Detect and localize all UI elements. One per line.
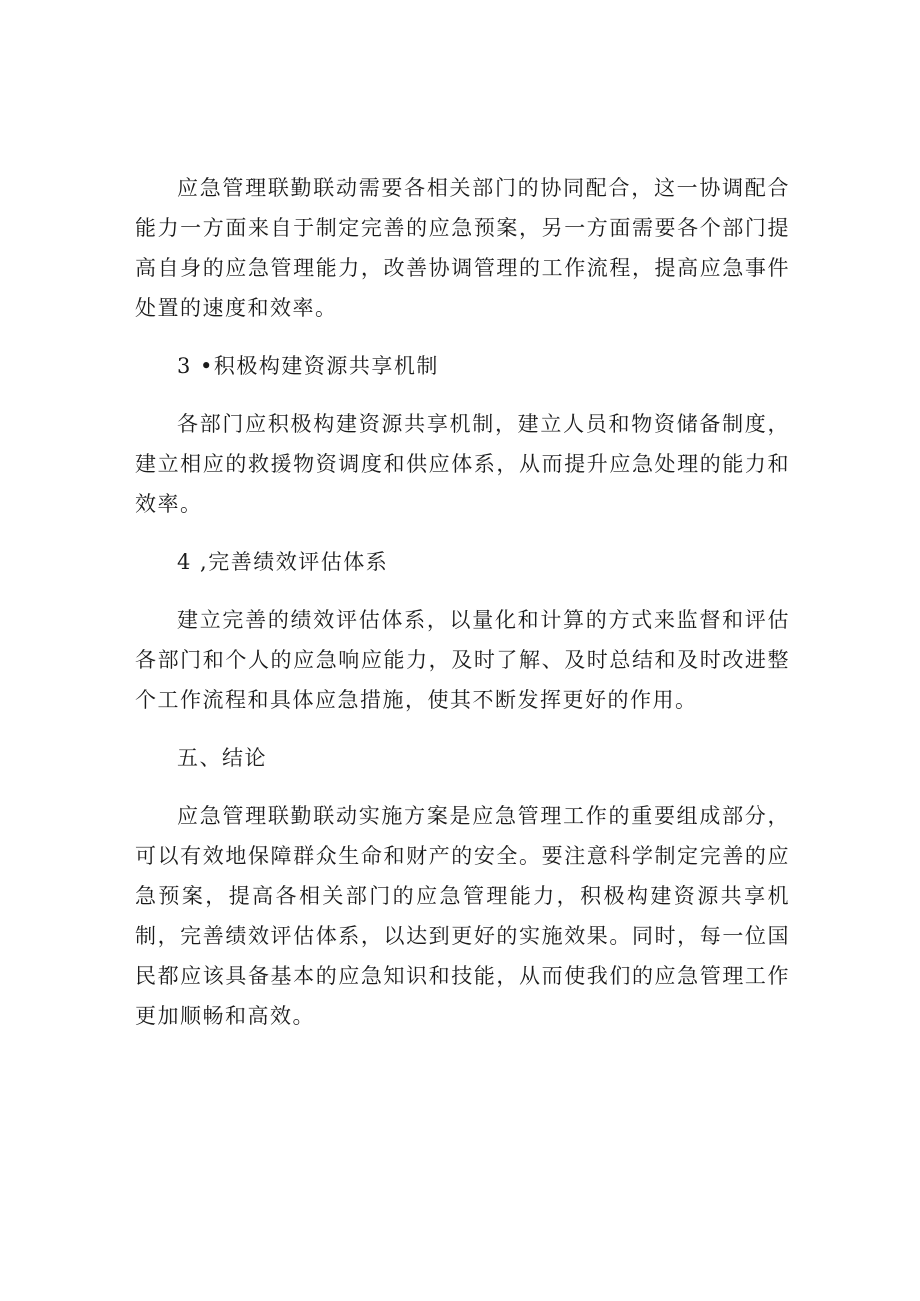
- paragraph-conclusion: 应急管理联勤联动实施方案是应急管理工作的重要组成部分，可以有效地保障群众生命和财产的安全。要注意科学制定完善的应急预案，提高各相关部门的应急管理能力，积极构建资源共享机制，完善绩效评估体系，以达到更好的实施效果。同时，每一位国民都应该具备基本的应急知识和技能，从而使我们的应急管理工作更加顺畅和高效。: [135, 804, 790, 1028]
- document-body: [135, 168, 790, 1054]
- section-heading-performance-evaluation: 4 ,完善绩效评估体系: [177, 550, 389, 574]
- section-heading-resource-sharing: 3 •积极构建资源共享机制: [177, 354, 439, 378]
- paragraph-coordination: 应急管理联勤联动需要各相关部门的协同配合，这一协调配合能力一方面来自于制定完善的应急预案，另一方面需要各个部门提高自身的应急管理能力，改善协调管理的工作流程，提高应急事件处置的速度和效率。: [135, 176, 790, 320]
- paragraph-performance-evaluation: 建立完善的绩效评估体系，以量化和计算的方式来监督和评估各部门和个人的应急响应能力，及时了解、及时总结和及时改进整个工作流程和具体应急措施，使其不断发挥更好的作用。: [135, 608, 790, 712]
- paragraph-resource-sharing: 各部门应积极构建资源共享机制，建立人员和物资储备制度，建立相应的救援物资调度和供应体系，从而提升应急处理的能力和效率。: [135, 412, 790, 516]
- section-heading-conclusion: 五、结论: [177, 746, 267, 770]
